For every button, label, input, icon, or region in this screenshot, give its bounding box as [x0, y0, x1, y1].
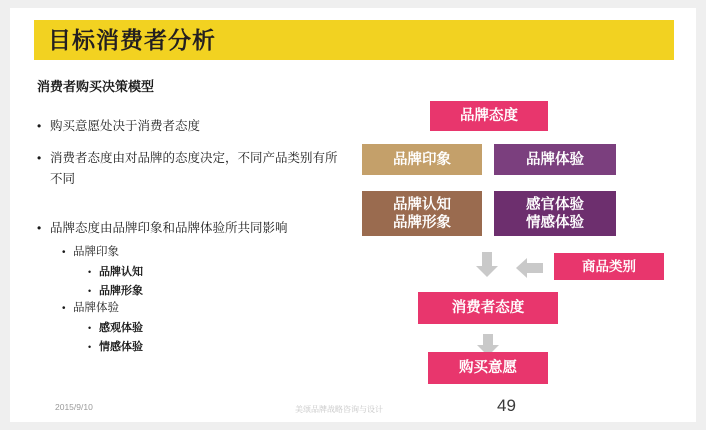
footer-company: 美颂品牌战略咨询与设计 [295, 405, 383, 414]
sub-bullet-brand-cognition [88, 263, 143, 281]
sub-bullet-label: 品牌体验 [73, 302, 119, 314]
sub-bullet-brand-experience [62, 299, 119, 318]
diagram-box-label: 购买意愿 [459, 360, 517, 376]
slide-frame-right [696, 0, 706, 430]
bullet-dot: • [37, 151, 42, 165]
sub-bullet-label: 情感体验 [99, 341, 143, 353]
bullet-dot: • [88, 267, 92, 277]
sub-bullet-label: 品牌印象 [73, 246, 119, 258]
arrow-left-head [516, 258, 527, 278]
diagram-box-brand-cognition [362, 191, 482, 236]
bullet-text: 购买意愿处决于消费者态度 [50, 119, 201, 133]
bullet-dot: • [62, 303, 66, 314]
bullet-dot: • [88, 323, 92, 333]
diagram-box-product-category [554, 253, 664, 280]
sub-bullet-label: 品牌形象 [99, 285, 143, 297]
section-subtitle: 消费者购买决策模型 [37, 79, 155, 94]
page-title: 目标消费者分析 [48, 27, 216, 53]
bullet-item-1 [37, 116, 357, 137]
diagram-box-label-line1: 感官体验 [526, 196, 584, 213]
bullet-text: 品牌态度由品牌印象和品牌体验所共同影响 [50, 221, 288, 235]
sub-bullet-label: 品牌认知 [99, 266, 143, 278]
sub-bullet-emotional-experience [88, 338, 143, 356]
bullet-item-2 [37, 148, 357, 190]
sub-bullet-sense-experience [88, 319, 143, 337]
slide-frame-bottom [0, 422, 706, 430]
diagram-box-brand-attitude [430, 101, 548, 131]
slide-frame-top [0, 0, 706, 8]
bullet-item-3 [37, 218, 357, 239]
arrow-down-head-1 [476, 266, 498, 277]
diagram-box-brand-experience [494, 144, 616, 175]
footer-date: 2015/9/10 [55, 402, 93, 412]
arrow-down-shaft-2 [483, 334, 493, 345]
bullet-dot: • [37, 221, 42, 235]
diagram-box-label: 商品类别 [582, 258, 636, 274]
sub-bullet-brand-image [88, 282, 143, 300]
footer-page-number: 49 [497, 396, 516, 415]
diagram-box-label-line1: 品牌认知 [393, 196, 451, 213]
arrow-down-shaft-1 [482, 252, 492, 266]
diagram-box-label-line2: 情感体验 [526, 214, 584, 231]
diagram-box-label: 品牌体验 [526, 151, 584, 168]
diagram-box-consumer-attitude [418, 292, 558, 324]
diagram-box-purchase-intention [428, 352, 548, 384]
diagram-box-label-line2: 品牌形象 [393, 214, 451, 231]
diagram-box-brand-impression [362, 144, 482, 175]
bullet-dot: • [62, 247, 66, 258]
bullet-dot: • [88, 286, 92, 296]
sub-bullet-brand-impression [62, 243, 119, 262]
diagram-box-label: 品牌态度 [460, 108, 518, 124]
diagram-box-sense-emotion [494, 191, 616, 236]
arrow-left-shaft [527, 263, 543, 273]
bullet-dot: • [37, 119, 42, 133]
slide-frame-left [0, 0, 10, 430]
diagram-box-label: 品牌印象 [393, 151, 451, 168]
bullet-text: 消费者态度由对品牌的态度决定，不同产品类别有所不同 [50, 151, 338, 186]
sub-bullet-label: 感观体验 [99, 322, 143, 334]
diagram-box-label: 消费者态度 [451, 300, 525, 316]
bullet-dot: • [88, 342, 92, 352]
